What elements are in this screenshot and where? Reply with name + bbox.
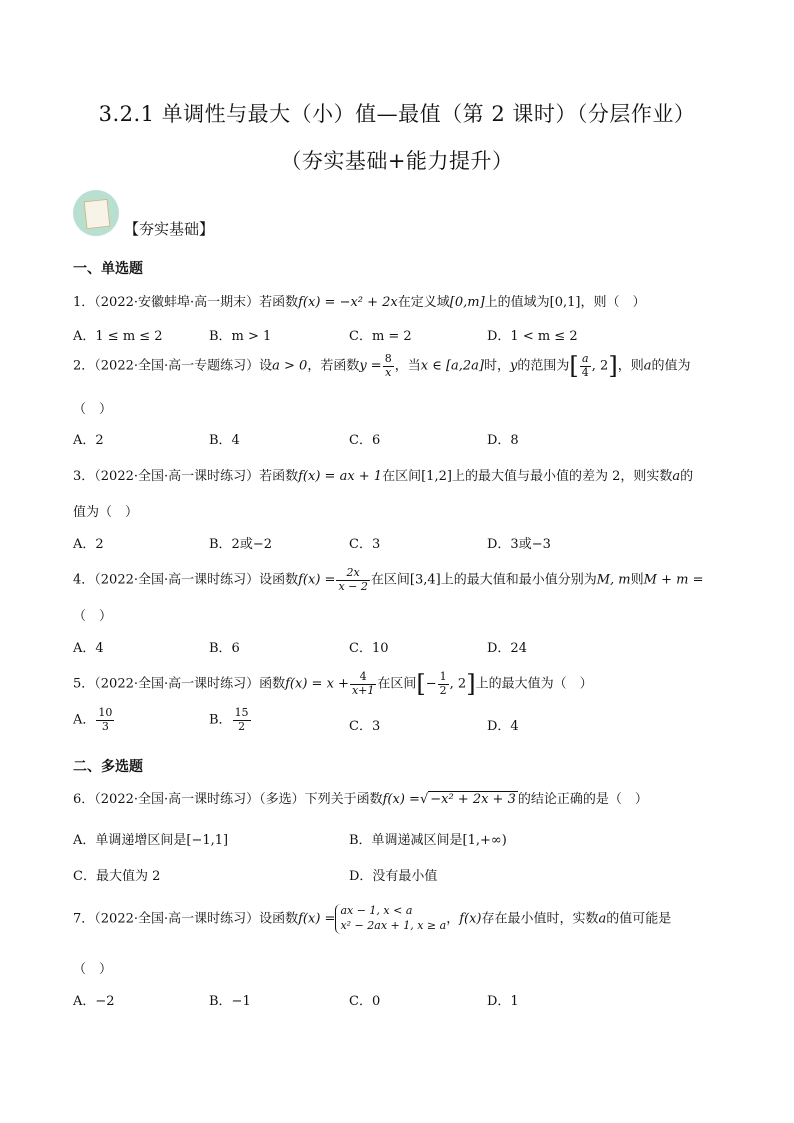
math-expr: x ∈ [a,2a] (420, 358, 484, 374)
sqrt-sign: √ (419, 792, 429, 807)
fraction-numerator: 15 (234, 706, 249, 719)
piecewise-cases (335, 904, 446, 934)
option-d[interactable]: D．没有最小值 (349, 869, 438, 884)
option-b[interactable]: B．m > 1 (209, 329, 272, 344)
math-expr: f(x) = (382, 792, 420, 807)
section-label: 【夯实基础】 (124, 220, 215, 238)
question-3 (73, 465, 693, 484)
math-var: a (672, 469, 681, 484)
option-a[interactable]: A．单调递增区间是[−1,1] (73, 833, 229, 848)
math-expr: f(x) (459, 911, 482, 927)
question-text: 7．（2022·全国·高一课时练习）设函数 (73, 911, 299, 927)
fraction-numerator: 2x (336, 567, 369, 581)
option-a[interactable]: A．2 (73, 433, 104, 448)
option-b[interactable]: B．2或−2 (209, 537, 272, 552)
fraction (383, 353, 394, 379)
question-text: 6．（2022·全国·高一课时练习）（多选）下列关于函数 (73, 792, 383, 807)
part-heading-single-choice: 一、单选题 (73, 261, 143, 277)
question-5 (73, 670, 593, 698)
option-c[interactable]: C．0 (349, 994, 381, 1009)
math-var: a (598, 911, 607, 927)
option-label: B． (209, 712, 232, 728)
question-7-continued: （ ） (73, 962, 113, 977)
option-b[interactable]: B．−1 (209, 994, 251, 1009)
question-text: 在区间 (377, 676, 417, 692)
question-text: 则 (630, 572, 644, 588)
option-c[interactable]: C．6 (349, 433, 381, 448)
fraction-denominator: 2 (238, 719, 246, 733)
option-b[interactable]: B．4 (209, 433, 240, 448)
option-d[interactable]: D．8 (487, 433, 519, 448)
bracket-right: ] (608, 352, 618, 380)
fraction-denominator: x+1 (351, 683, 375, 697)
bracket-left: [ (416, 670, 426, 698)
question-text: ，若函数 (307, 358, 360, 374)
fraction-denominator: 4 (581, 365, 589, 379)
option-label: A． (73, 712, 96, 728)
question-text: 上的最大值为（ ） (475, 676, 593, 692)
question-text: 在定义域 (397, 295, 450, 310)
option-c[interactable]: C．最大值为 2 (73, 869, 161, 884)
question-text: ，则（ ） (580, 295, 646, 310)
fraction-numerator: 8 (384, 351, 392, 365)
part-heading-multiple-choice: 二、多选题 (73, 759, 143, 775)
question-text: ，则 (617, 358, 644, 374)
math-expr: M, m (596, 572, 631, 588)
question-text: 在区间 (382, 469, 422, 484)
option-d[interactable]: D．3或−3 (487, 537, 551, 552)
question-text: 5．（2022·全国·高一课时练习）函数 (73, 676, 286, 692)
fraction-denominator: x (385, 365, 392, 379)
fraction-numerator: 4 (350, 671, 376, 685)
question-2 (73, 352, 690, 380)
question-text: 1．（2022·安徽蚌埠·高一期末）若函数 (73, 295, 299, 310)
option-d[interactable]: D．4 (487, 719, 519, 734)
math-expr: [0,1] (549, 295, 581, 310)
fraction-denominator: 3 (101, 719, 109, 733)
page-title: 3.2.1 单调性与最大（小）值—最值（第 2 课时）（分层作业） (98, 102, 696, 126)
question-text: 上的值域为 (484, 295, 550, 310)
option-c[interactable]: C．3 (349, 537, 381, 552)
case-line: ax − 1, x < a (340, 904, 413, 917)
math-expr: y = (359, 358, 382, 374)
sqrt-radicand: −x² + 2x + 3 (430, 792, 516, 807)
question-text: 的 (680, 469, 694, 484)
page-subtitle: （夯实基础+能力提升） (280, 149, 514, 173)
question-7 (73, 904, 671, 934)
math-expr: [3,4] (409, 572, 441, 588)
question-text: 上的最大值和最小值分别为 (440, 572, 597, 588)
question-text: 时， (484, 358, 511, 374)
math-expr: a > 0 (272, 358, 308, 374)
case-line: x² − 2ax + 1, x ≥ a (340, 918, 447, 932)
math-var: a (643, 358, 652, 374)
question-4 (73, 567, 703, 593)
fraction-numerator: 1 (439, 669, 447, 683)
fraction (350, 671, 376, 697)
math-expr: f(x) = ax + 1 (298, 469, 383, 484)
fraction-denominator: 2 (439, 683, 447, 697)
question-text: 在区间 (370, 572, 410, 588)
option-a[interactable]: A．4 (73, 641, 104, 656)
math-expr: [0,m] (449, 295, 485, 310)
option-a[interactable]: A．−2 (73, 994, 115, 1009)
fraction (96, 707, 114, 733)
math-expr: f(x) = (298, 572, 336, 588)
option-a[interactable]: A．1 ≤ m ≤ 2 (73, 329, 163, 344)
question-3-continued: 值为（ ） (73, 505, 139, 520)
fraction-numerator: a (580, 353, 591, 367)
paper-icon (84, 199, 111, 229)
fraction-denominator: x − 2 (338, 579, 368, 593)
math-expr: , 2 (449, 676, 467, 692)
option-c[interactable]: C．3 (349, 719, 381, 734)
question-text: 4．（2022·全国·高一课时练习）设函数 (73, 572, 299, 588)
fraction-numerator: 10 (98, 706, 113, 719)
math-expr: f(x) = (298, 911, 336, 927)
math-expr: f(x) = x + (285, 676, 349, 692)
bracket-left: [ (569, 352, 579, 380)
math-expr: , 2 (591, 358, 609, 374)
option-d[interactable]: D．24 (487, 641, 527, 656)
option-c[interactable]: C．10 (349, 641, 389, 656)
question-text: 2．（2022·全国·高一专题练习）设 (73, 358, 273, 374)
worksheet-icon (73, 190, 119, 236)
option-c[interactable]: C．m = 2 (349, 329, 412, 344)
option-b[interactable]: B．6 (209, 641, 240, 656)
question-4-continued: （ ） (73, 609, 113, 624)
math-expr: f(x) = −x² + 2x (298, 295, 398, 310)
question-6 (73, 788, 648, 807)
fraction (580, 353, 591, 379)
question-text: 的结论正确的是（ ） (517, 792, 648, 807)
question-text: ，当 (394, 358, 421, 374)
question-text: 的值为 (651, 358, 691, 374)
option-d[interactable]: D．1 < m ≤ 2 (487, 329, 578, 344)
fraction (438, 671, 449, 697)
bracket-right: ] (466, 670, 476, 698)
math-var: y (510, 358, 518, 374)
option-b[interactable] (209, 707, 252, 733)
question-text: 的值可能是 (606, 911, 672, 927)
math-expr: [1,2] (421, 469, 452, 484)
fraction (336, 567, 369, 593)
question-text: ， (446, 911, 460, 927)
math-sign: − (425, 676, 437, 692)
question-text: 3．（2022·全国·高一课时练习）若函数 (73, 469, 299, 484)
question-1 (73, 291, 646, 310)
option-b[interactable]: B．单调递减区间是[1,+∞) (349, 833, 507, 848)
option-d[interactable]: D．1 (487, 994, 519, 1009)
option-a[interactable] (73, 707, 115, 733)
question-text: 存在最小值时，实数 (481, 911, 599, 927)
fraction (233, 707, 251, 733)
question-text: 上的最大值与最小值的差为 2，则实数 (451, 469, 673, 484)
question-text: 的范围为 (517, 358, 570, 374)
option-a[interactable]: A．2 (73, 537, 104, 552)
math-expr: M + m = (643, 572, 704, 588)
question-2-continued: （ ） (73, 402, 113, 417)
